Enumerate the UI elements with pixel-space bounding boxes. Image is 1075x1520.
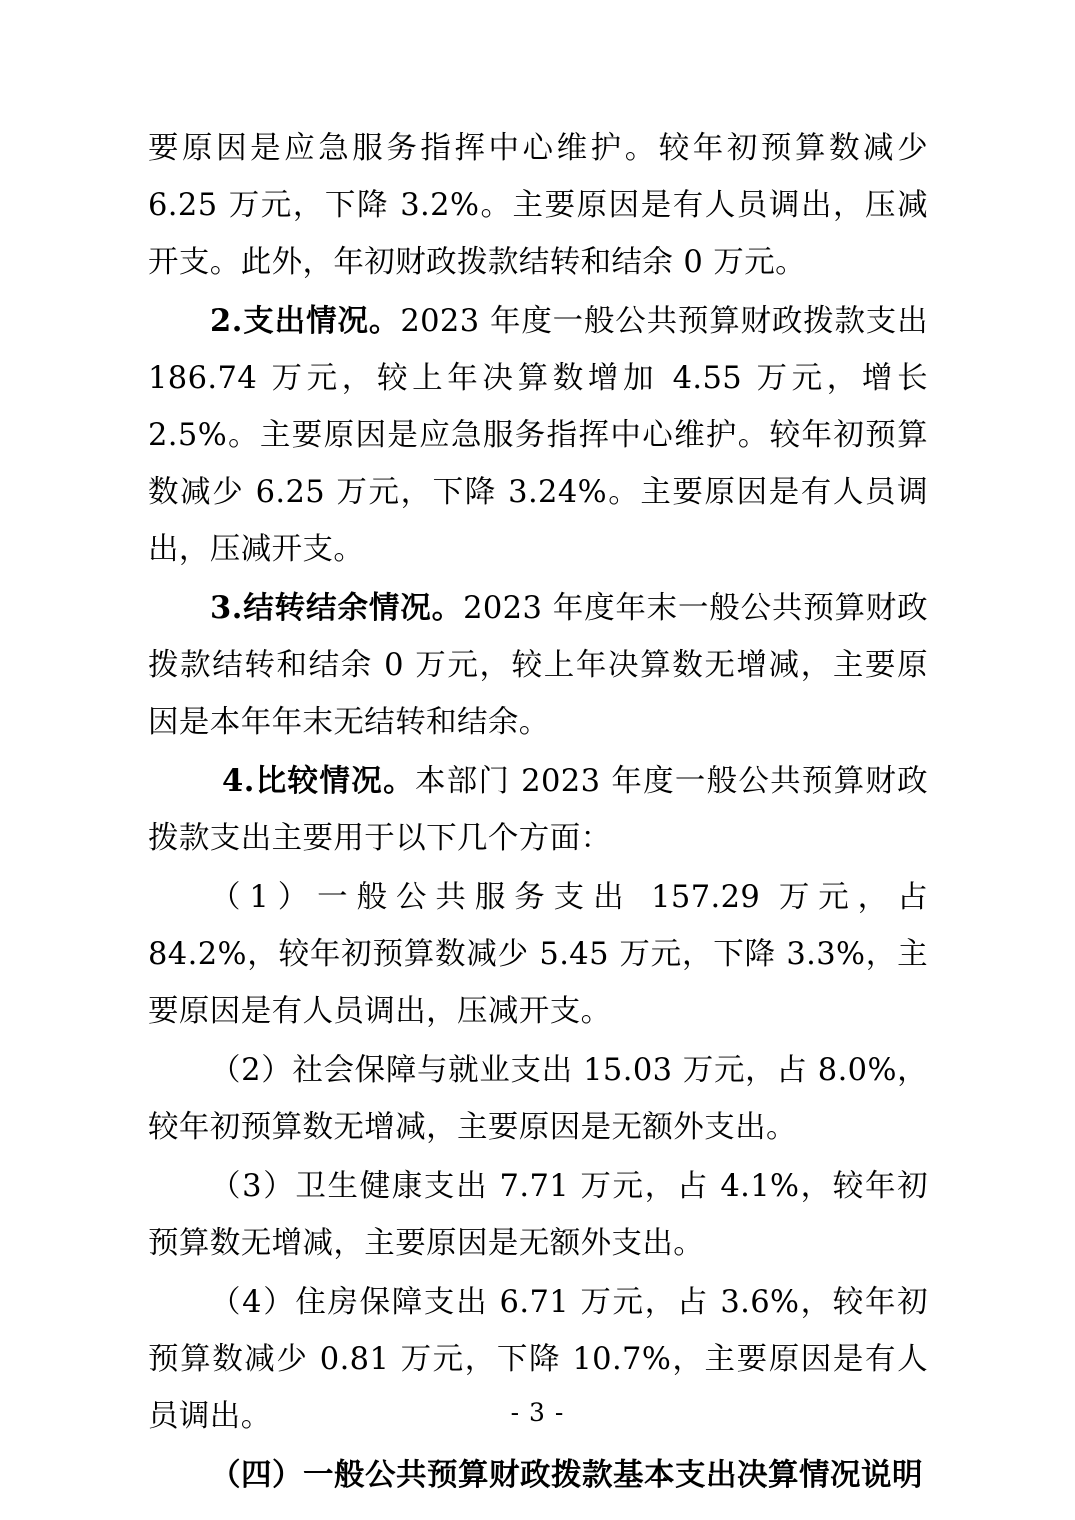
paragraph [148, 293, 928, 578]
paragraph-lead: 3.结转结余情况。 [210, 590, 464, 626]
paragraph-text: 要原因是应急服务指挥中心维护。较年初预算数减少 6.25 万元，下降 3.2%。主要原因是有人员调出，压减开支。此外，年初财政拨款结转和结余 0 万元。 [148, 131, 928, 280]
paragraph [148, 1158, 928, 1272]
paragraph [148, 580, 928, 751]
paragraph [148, 1447, 928, 1504]
paragraph-text: （3）卫生健康支出 7.71 万元，占 4.1%，较年初预算数无增减，主要原因是无额外支出。 [148, 1169, 928, 1261]
paragraph-text: （4）住房保障支出 6.71 万元，占 3.6%，较年初预算数减少 0.81 万元，下降 10.7%，主要原因是有人员调出。 [148, 1285, 928, 1434]
page-number: - 3 - [510, 1398, 565, 1427]
paragraph-text: （2）社会保障与就业支出 15.03 万元，占 8.0%，较年初预算数无增减，主要原因是无额外支出。 [148, 1053, 928, 1145]
paragraph-text: （1）一般公共服务支出 157.29 万元，占 84.2%，较年初预算数减少 5.45 万元，下降 3.3%，主要原因是有人员调出，压减开支。 [148, 880, 928, 1029]
paragraph-text: 本部门 2023 年度一般公共预算财政拨款支出主要用于以下几个方面： [148, 764, 929, 856]
paragraph-text: 2023 年度一般公共预算财政拨款支出 186.74 万元，较上年决算数增加 4.55 万元，增长 2.5%。主要原因是应急服务指挥中心维护。较年初预算数减少 6.25 万元，下降 3.24%。主要原因是有人员调出，压减开支。 [148, 304, 928, 567]
paragraph [148, 1042, 928, 1156]
paragraph [148, 869, 928, 1040]
paragraph-text: 2023 年度年末一般公共预算财政拨款结转和结余 0 万元，较上年决算数无增减，主要原因是本年年末无结转和结余。 [148, 591, 928, 740]
paragraph-lead: 2.支出情况。 [210, 303, 401, 339]
paragraph [148, 120, 928, 291]
paragraph-lead: 4.比较情况。 [222, 763, 415, 799]
document-body [148, 120, 928, 1506]
paragraph [148, 753, 928, 867]
paragraph-lead: （四）一般公共预算财政拨款基本支出决算情况说明 [210, 1457, 923, 1493]
